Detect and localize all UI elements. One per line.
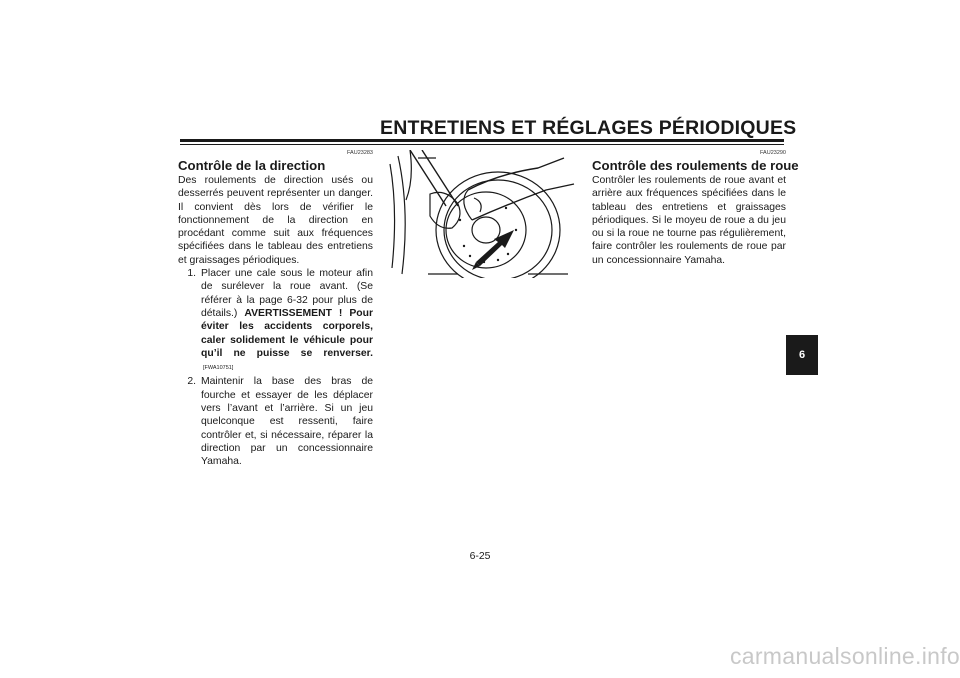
front-wheel-fork-check-illustration — [388, 150, 576, 278]
wheel-bearings-text: Contrôler les roulements de roue avant et arrière aux fréquences spécifiées dans le tableau des entretiens et graissages périodiques. Si le moyeu de roue a du jeu ou si la roue ne tourne pas régulièrement, faire contrôler les roulements de roue par un concessionnaire Yamaha. — [592, 175, 786, 266]
wheel-bearings-title: Contrôle des roulements de roue — [592, 158, 799, 173]
step-instruction: Placer une cale sous le moteur afin de surélever la roue avant. (Se référer à la page 6-32 pour plus de détails.) — [201, 268, 373, 319]
right-column — [592, 150, 799, 267]
page-number: 6-25 — [469, 551, 491, 562]
steering-check-steps — [178, 267, 373, 468]
warning-text: AVERTISSEMENT ! Pour éviter les accidents corporels, caler solidement le véhicule pour qu’il ne puisse se renverser. — [201, 307, 374, 359]
step-item — [178, 267, 373, 375]
chapter-tab: 6 — [786, 335, 818, 375]
page-header-title: ENTRETIENS ET RÉGLAGES PÉRIODIQUES — [380, 117, 797, 139]
wheel-fork-illustration-svg — [388, 150, 576, 278]
warning-code: [FWA10751] — [203, 365, 234, 372]
step-number: 1. — [187, 268, 196, 280]
step-number: 2. — [187, 376, 196, 388]
step-item — [178, 375, 373, 468]
watermark: carmanualsonline.info — [729, 643, 960, 669]
left-column — [178, 150, 373, 469]
right-reference-code: FAU23290 — [760, 150, 786, 156]
steering-check-title: Contrôle de la direction — [178, 158, 326, 173]
step-text: Maintenir la base des bras de fourche et essayer de les déplacer vers l’avant et l’arrière. Si un jeu quelconque est ressenti, faire contrôler et, si nécessaire, réparer la direction par un concessionnaire Yamaha. — [201, 376, 373, 468]
step-text — [201, 267, 373, 375]
steering-check-intro: Des roulements de direction usés ou desserrés peuvent représenter un danger. Il convient dès lors de vérifier le fonctionnement de la direction en procédant comme suit aux fréquences spécifiées dans le tableau des entretiens et graissages périodiques. — [178, 175, 373, 266]
header-rule — [180, 139, 784, 142]
header-rule-thin — [180, 144, 784, 145]
left-reference-code: FAU23283 — [347, 150, 373, 156]
